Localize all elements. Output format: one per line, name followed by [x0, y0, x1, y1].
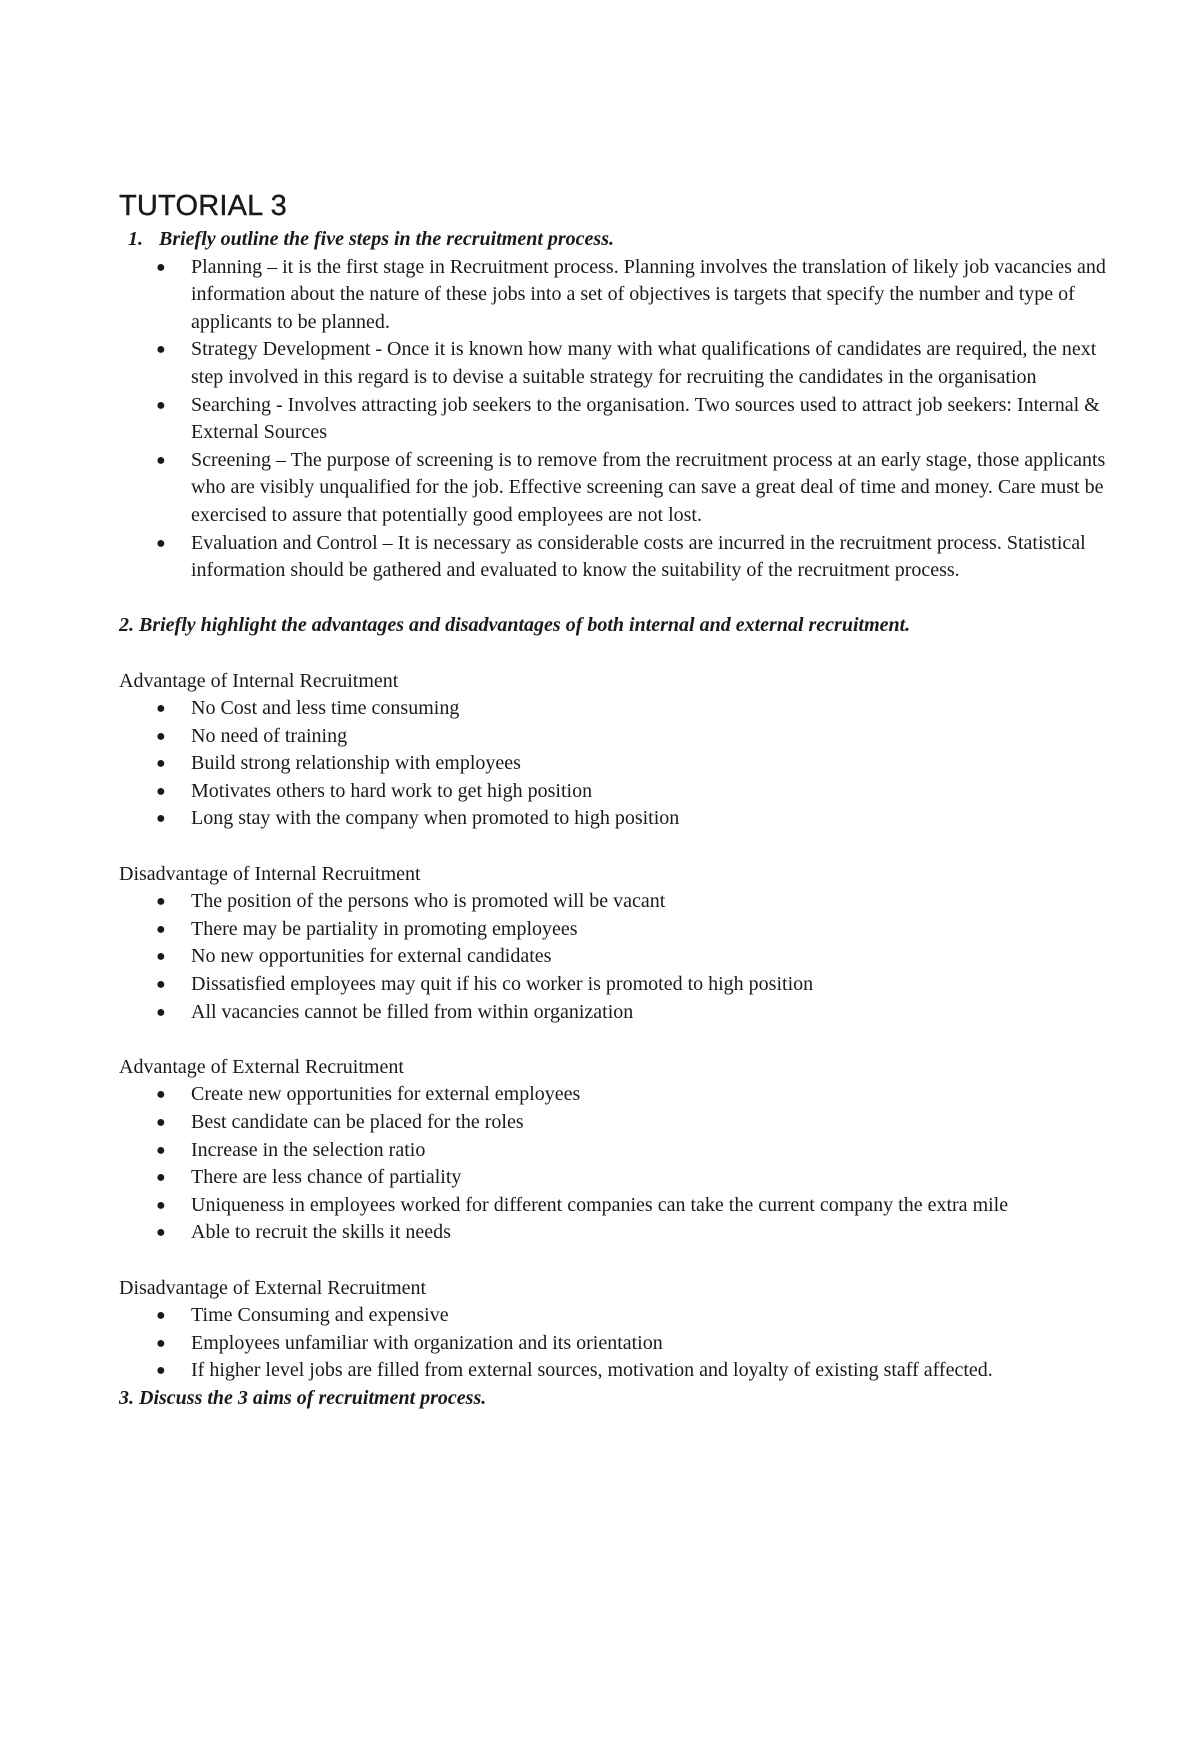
- question-1-text: Briefly outline the five steps in the recruitment process.: [159, 228, 614, 250]
- list-item-text: There may be partiality in promoting employees: [191, 917, 578, 940]
- list-item-text: Planning – it is the first stage in Recruitment process. Planning involves the translation of likely job vacancies and information about the nature of these jobs into a set of objectives is targets that specify the number and type of applicants to be planned.: [191, 255, 1106, 333]
- list-item-text: No Cost and less time consuming: [191, 697, 460, 720]
- list-item-text: Employees unfamiliar with organization and its orientation: [191, 1331, 663, 1354]
- list-item: [119, 778, 1119, 806]
- advantage-external-heading: Advantage of External Recruitment: [119, 1055, 404, 1078]
- list-item: [119, 805, 1119, 833]
- bullet-icon: ●: [156, 1114, 166, 1131]
- bullet-icon: ●: [156, 341, 166, 359]
- list-item-text: All vacancies cannot be filled from within organization: [191, 1000, 634, 1023]
- list-item: [119, 254, 1119, 337]
- list-item: [119, 1192, 1119, 1220]
- bullet-icon: ●: [156, 258, 166, 276]
- list-item-text: Motivates others to hard work to get high position: [191, 779, 593, 802]
- list-item-text: Dissatisfied employees may quit if his co worker is promoted to high position: [191, 973, 814, 996]
- bullet-icon: ●: [156, 948, 166, 966]
- advantage-internal-heading: Advantage of Internal Recruitment: [119, 669, 399, 692]
- list-item-text: Best candidate can be placed for the roles: [191, 1111, 524, 1133]
- list-item: [119, 392, 1119, 447]
- disadvantage-external-heading: Disadvantage of External Recruitment: [119, 1276, 427, 1299]
- list-item-text: Time Consuming and expensive: [191, 1304, 449, 1327]
- question-1: [119, 226, 1119, 254]
- q1-bullet-list: [119, 254, 1119, 585]
- list-item-text: There are less chance of partiality: [191, 1166, 462, 1189]
- list-item-text: Build strong relationship with employees: [191, 752, 521, 775]
- bullet-icon: ●: [156, 700, 166, 718]
- bullet-icon: ●: [156, 755, 166, 773]
- bullet-icon: ●: [156, 534, 166, 552]
- disadvantage-external-list: [119, 1302, 1119, 1385]
- list-item: [119, 723, 1119, 751]
- advantage-internal-list: [119, 695, 1119, 833]
- bullet-icon: ●: [156, 1086, 166, 1104]
- list-item: [119, 1302, 1119, 1330]
- bullet-icon: ●: [156, 920, 166, 938]
- bullet-icon: ●: [156, 1141, 166, 1159]
- bullet-icon: ●: [156, 810, 166, 828]
- document-page: [119, 188, 1119, 1413]
- question-3: 3. Discuss the 3 aims of recruitment process.: [119, 1386, 487, 1409]
- list-item: [119, 1109, 1119, 1137]
- bullet-icon: ●: [156, 1003, 166, 1021]
- disadvantage-internal-heading: Disadvantage of Internal Recruitment: [119, 862, 421, 885]
- list-item-text: If higher level jobs are filled from external sources, motivation and loyalty of existing staff affected.: [191, 1359, 993, 1382]
- bullet-icon: ●: [156, 782, 166, 800]
- list-item-text: No need of training: [191, 724, 348, 747]
- list-item: [119, 916, 1119, 944]
- list-item: [119, 695, 1119, 723]
- list-item: [119, 943, 1119, 971]
- list-item-text: Evaluation and Control – It is necessary as considerable costs are incurred in the recruitment process. Statistical information should be gathered and evaluated to know the suitability of the recruitment process.: [191, 531, 1086, 582]
- list-item: [119, 971, 1119, 999]
- bullet-icon: ●: [156, 1224, 166, 1242]
- bullet-icon: ●: [156, 1196, 166, 1214]
- bullet-icon: ●: [156, 451, 166, 469]
- bullet-icon: ●: [156, 1334, 166, 1352]
- list-item: [119, 1164, 1119, 1192]
- bullet-icon: ●: [156, 396, 166, 414]
- list-item-text: Create new opportunities for external employees: [191, 1083, 581, 1106]
- bullet-icon: ●: [156, 1169, 166, 1187]
- list-item: [119, 888, 1119, 916]
- list-item-text: Increase in the selection ratio: [191, 1138, 426, 1161]
- list-item: [119, 530, 1119, 585]
- list-item-text: Searching - Involves attracting job seekers to the organisation. Two sources used to attract job seekers: Internal & External Sources: [191, 393, 1100, 444]
- list-item: [119, 1081, 1119, 1109]
- list-item-text: Screening – The purpose of screening is to remove from the recruitment process at an early stage, those applicants who are visibly unqualified for the job. Effective screening can save a great deal of time and money. Care must be exercised to assure that potentially good employees are not lost.: [191, 448, 1106, 526]
- bullet-icon: ●: [156, 1307, 166, 1325]
- list-item: [119, 336, 1119, 391]
- list-item: [119, 999, 1119, 1027]
- list-item: [119, 1357, 1119, 1385]
- list-item-text: Strategy Development - Once it is known how many with what qualifications of candidates are required, the next step involved in this regard is to devise a suitable strategy for recruiting the candidates in the organisation: [191, 338, 1097, 388]
- list-item: [119, 750, 1119, 778]
- list-item: [119, 1330, 1119, 1358]
- bullet-icon: ●: [156, 1362, 166, 1380]
- page-title: TUTORIAL 3: [119, 190, 287, 222]
- list-item-text: The position of the persons who is promoted will be vacant: [191, 890, 666, 913]
- bullet-icon: ●: [156, 976, 166, 994]
- bullet-icon: ●: [156, 727, 166, 745]
- bullet-icon: ●: [156, 893, 166, 911]
- list-item-text: No new opportunities for external candidates: [191, 945, 552, 968]
- advantage-external-list: [119, 1081, 1119, 1247]
- list-item-text: Uniqueness in employees worked for different companies can take the current company the extra mile: [191, 1193, 1009, 1216]
- disadvantage-internal-list: [119, 888, 1119, 1026]
- list-item: [119, 1219, 1119, 1247]
- list-item-text: Long stay with the company when promoted to high position: [191, 807, 680, 830]
- list-item-text: Able to recruit the skills it needs: [191, 1221, 451, 1244]
- list-item: [119, 447, 1119, 530]
- question-2: 2. Briefly highlight the advantages and disadvantages of both internal and external recruitment.: [119, 614, 911, 637]
- list-item: [119, 1137, 1119, 1165]
- question-1-number: 1.: [128, 228, 143, 250]
